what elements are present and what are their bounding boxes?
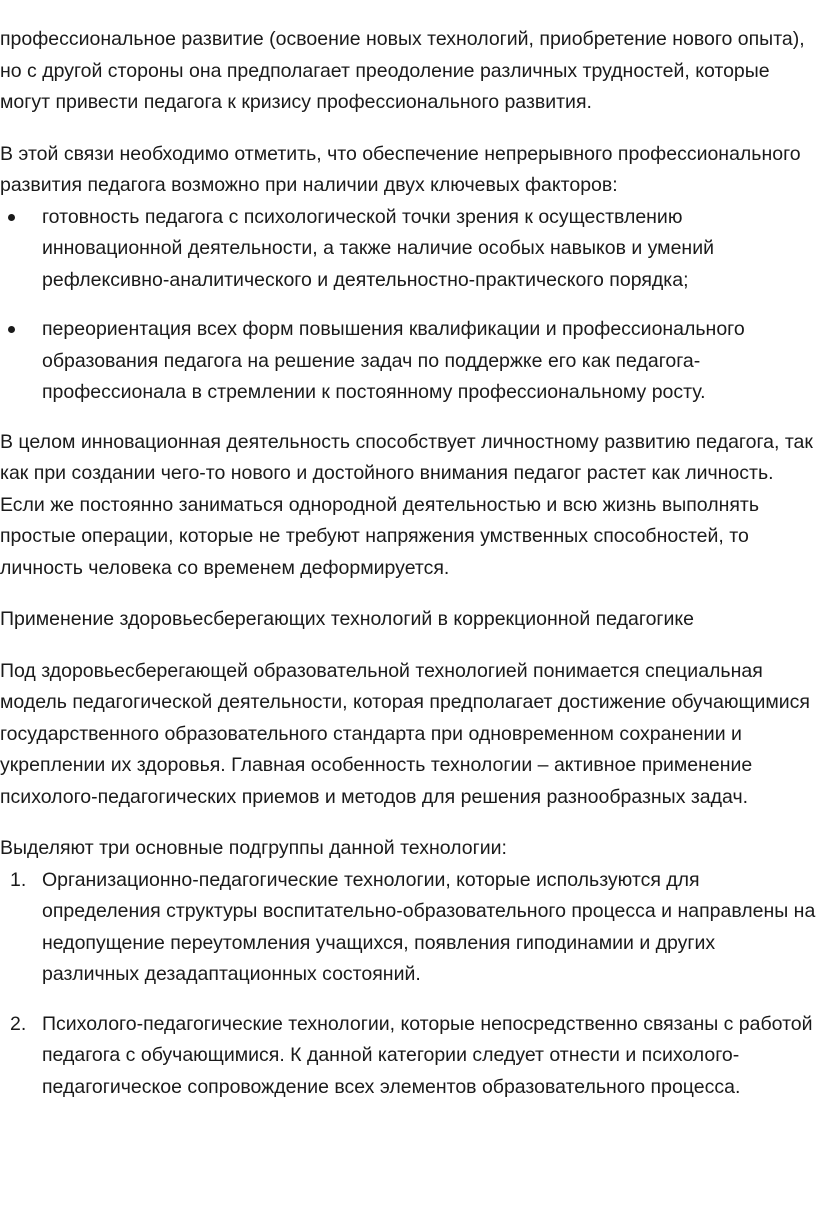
section-heading: Применение здоровьесберегающих технологий в коррекционной педагогике bbox=[0, 608, 695, 630]
list-item bbox=[0, 865, 816, 991]
paragraph-key-factors: В этой связи необходимо отметить, что обеспечение непрерывного профессионального развития педагога возможно при наличии двух ключевых факторов: bbox=[0, 142, 801, 196]
bullet-list bbox=[0, 202, 816, 409]
list-number: 2. bbox=[10, 1012, 27, 1035]
list-item bbox=[0, 314, 816, 409]
bullet-marker bbox=[8, 214, 15, 221]
list-item-text: Организационно-педагогические технологии, которые используются для определения структуры воспитательно-образовательного процесса и направлены на недопущение переутомления учащихся, появления гиподинамии и других различных дезадаптационных состояний. bbox=[42, 868, 816, 985]
bullet-marker bbox=[8, 326, 15, 333]
list-item-text: переориентация всех форм повышения квалификации и профессионального образования педагога на решение задач по поддержке его как педагога-профессионала в стремлении к постоянному профессиональному росту. bbox=[42, 318, 745, 403]
paragraph-innovation: В целом инновационная деятельность способствует личностному развитию педагога, так как при создании чего-то нового и достойного внимания педагог растет как личность. Если же постоянно заниматься однородной деятельностью и всю жизнь выполнять простые операции, которые не требуют напряжения умственных способностей, то личность человека со временем деформируется. bbox=[0, 430, 813, 579]
list-item-text: Психолого-педагогические технологии, которые непосредственно связаны с работой педагога с обучающимися. К данной категории следует отнести и психолого-педагогическое сопровождение всех элементов образовательного процесса. bbox=[42, 1012, 813, 1098]
list-number: 1. bbox=[10, 868, 27, 891]
paragraph-intro: профессиональное развитие (освоение новых технологий, приобретение нового опыта), но с другой стороны она предполагает преодоление различных трудностей, которые могут привести педагога к кризису профессионального развития. bbox=[0, 28, 805, 113]
paragraph-subgroups: Выделяют три основные подгруппы данной технологии: bbox=[0, 837, 507, 859]
numbered-list bbox=[0, 865, 816, 1104]
list-item bbox=[0, 202, 816, 297]
list-item-text: готовность педагога с психологической точки зрения к осуществлению инновационной деятельности, а также наличие особых навыков и умений рефлексивно-аналитического и деятельностно-практического порядка; bbox=[42, 205, 714, 291]
paragraph-definition: Под здоровьесберегающей образовательной технологией понимается специальная модель педагогической деятельности, которая предполагает достижение обучающимися государственного образовательного стандарта при одновременном сохранении и укреплении их здоровья. Главная особенность технологии – активное применение психолого-педагогических приемов и методов для решения разнообразных задач. bbox=[0, 659, 810, 808]
list-item bbox=[0, 1009, 816, 1104]
